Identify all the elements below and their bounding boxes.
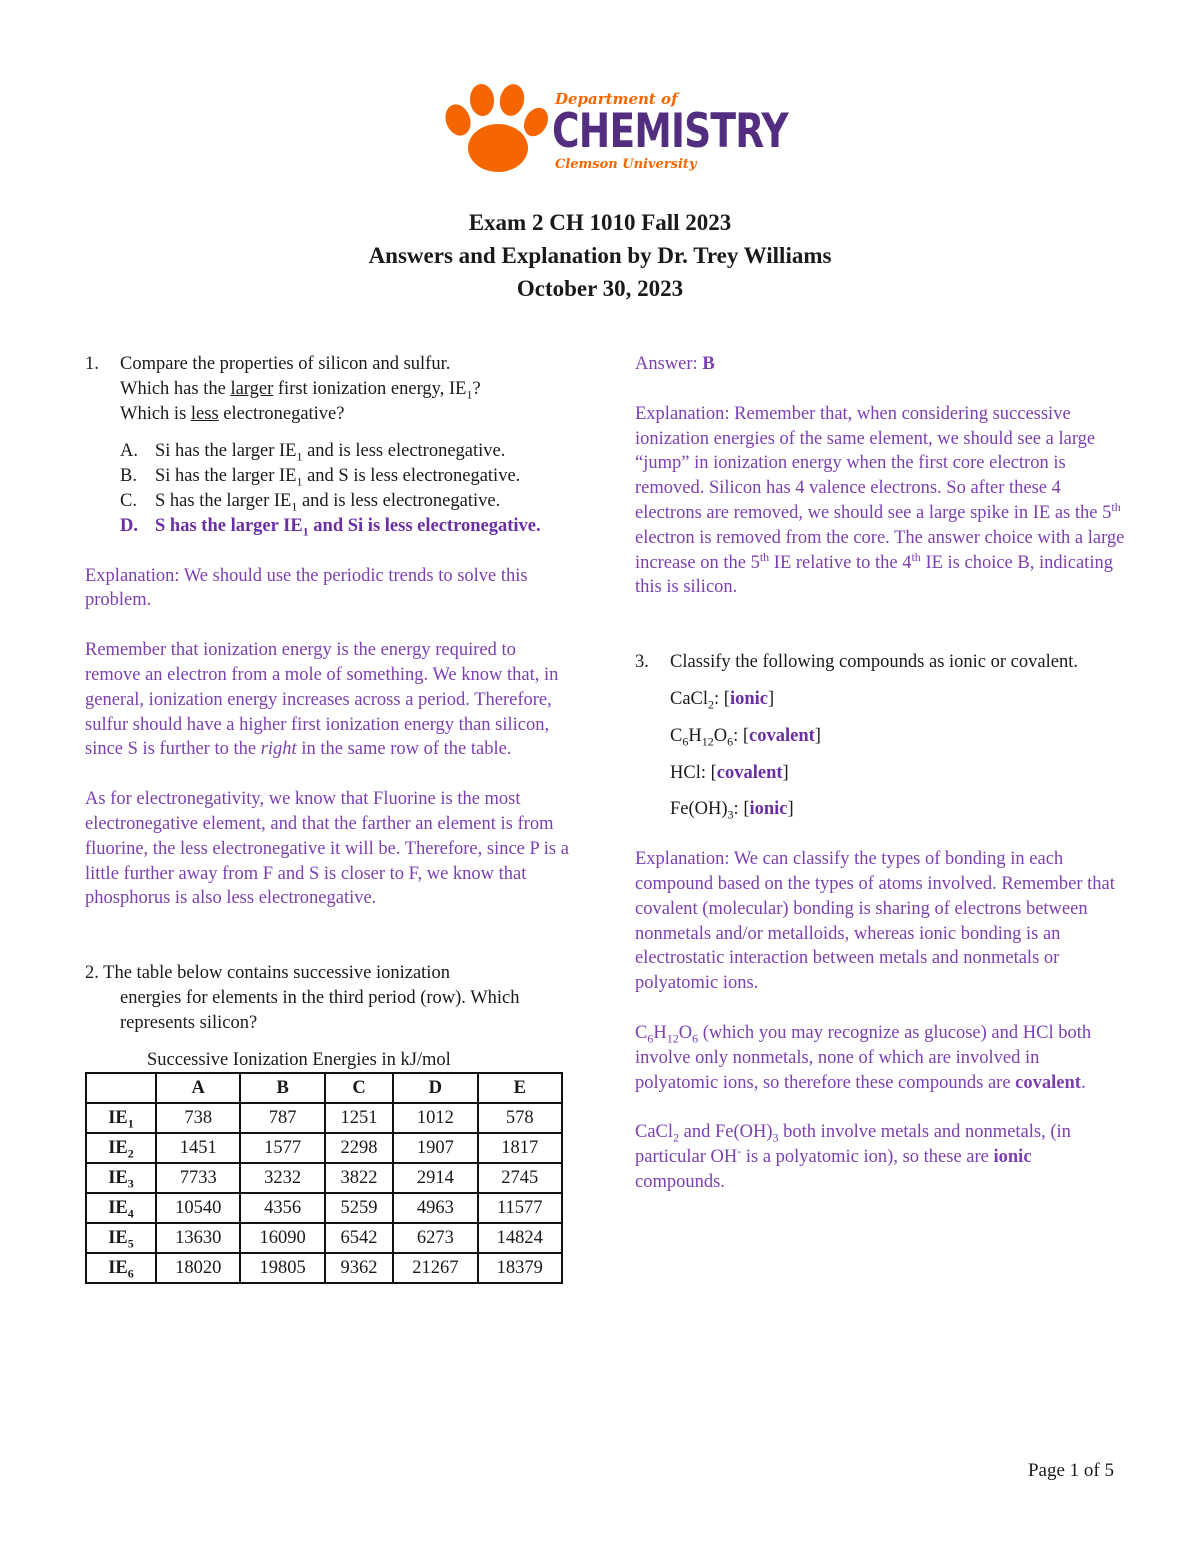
table-cell: 3822 (325, 1163, 393, 1193)
table-row (86, 1193, 562, 1223)
option-c: C. S has the larger $IE_1$ and is less electronegative. (120, 490, 501, 514)
option-b: B. Si has the larger $IE_1$ and S is less electronegative. (120, 466, 521, 489)
table-cell: 18379 (478, 1253, 562, 1283)
logo-department: Department of (555, 90, 678, 108)
option-a: A. Si has the larger $IE_1$ and is less electronegative. (120, 441, 506, 465)
table-cell: 3232 (240, 1163, 324, 1193)
table-column-header: A (156, 1073, 240, 1103)
table-cell: 6542 (325, 1223, 393, 1253)
question-text: Classify the following compounds as ionic or covalent. (670, 652, 1078, 673)
table-column-header: B (240, 1073, 324, 1103)
question-line: Which is less electronegative? (120, 403, 345, 424)
table-cell: 21267 (393, 1253, 477, 1283)
table-cell: 578 (478, 1103, 562, 1133)
chemistry-logo (440, 82, 788, 182)
option-d-correct: D. S has the larger $IE_1$ and Si is less electronegative. (120, 515, 541, 539)
left-column (85, 352, 575, 1284)
table-cell: 5259 (325, 1193, 393, 1223)
table-cell: 7733 (156, 1163, 240, 1193)
table-cell: 2298 (325, 1133, 393, 1163)
explanation-text: Explanation: We should use the periodic trends to solve this problem. (85, 565, 528, 611)
table-header-row (86, 1073, 562, 1103)
table-cell: 2914 (393, 1163, 477, 1193)
table-column-header: E (478, 1073, 562, 1103)
table-cell: 1012 (393, 1103, 477, 1133)
row-header: $IE_3$ (86, 1163, 156, 1193)
table-cell: 9362 (325, 1253, 393, 1283)
row-header: $IE_5$ (86, 1223, 156, 1253)
table-caption: Successive Ionization Energies in kJ/mol (147, 1049, 451, 1070)
question-2 (85, 961, 575, 1284)
q2-answer: Answer: B (635, 354, 715, 374)
page-number: Page 1 of 5 (1027, 1460, 1114, 1481)
right-column (635, 352, 1125, 1195)
table-cell: 6273 (393, 1223, 477, 1253)
question-number: 1. (85, 354, 99, 374)
table-cell: 1817 (478, 1133, 562, 1163)
table-cell: 14824 (478, 1223, 562, 1253)
question-line: energies for elements in the third period (row). Which represents silicon? (120, 987, 520, 1033)
row-header: $IE_2$ (86, 1133, 156, 1163)
table-row (86, 1133, 562, 1163)
table-cell: 13630 (156, 1223, 240, 1253)
table-cell: 1251 (325, 1103, 393, 1133)
table-row (86, 1163, 562, 1193)
table-cell: 1907 (393, 1133, 477, 1163)
logo-university: Clemson University (555, 157, 697, 172)
page-title: Exam 2 CH 1010 Fall 2023 (468, 210, 732, 235)
row-header: $IE_6$ (86, 1253, 156, 1283)
table-cell: 4963 (393, 1193, 477, 1223)
question-3 (635, 650, 1125, 1195)
explanation-text: Remember that ionization energy is the energy required to remove an electron from a mole of something. We know that, in general, ionization energy increases across a period. Therefore, sulfur should have a higher first ionization energy than silicon, since S is further to the right in the same row of the table. (85, 640, 559, 760)
table-cell: 11577 (478, 1193, 562, 1223)
table-row (86, 1103, 562, 1133)
question-line: 2. The table below contains successive ionization (85, 963, 450, 984)
explanation-text: Explanation: Remember that, when considering successive ionization energies of the same element, we should see a large “jump” in ionization energy when the first core electron is removed. Silicon has 4 valence electrons. So after these 4 electrons are removed, we should see a large spike in IE as the 5th electron is removed from the core. The answer choice with a large increase on the 5th IE relative to the 4th IE is choice B, indicating this is silicon. (635, 403, 1125, 598)
page-date: October 30, 2023 (516, 276, 684, 301)
row-header: $IE_1$ (86, 1103, 156, 1133)
table-column-header: C (325, 1073, 393, 1103)
logo-chemistry: CHEMISTRY (552, 104, 788, 159)
table-cell: 19805 (240, 1253, 324, 1283)
table-cell: 18020 (156, 1253, 240, 1283)
page-subtitle: Answers and Explanation by Dr. Trey Williams (368, 243, 832, 268)
compound-item: $Fe(OH)_3$: [ionic] (670, 799, 794, 823)
table-cell: 1451 (156, 1133, 240, 1163)
compound-item: HCl: [covalent] (670, 762, 789, 783)
explanation-text: $C_6H_{12}O_6$ (which you may recognize as glucose) and HCl both involve only nonmetals, none of which are involved in polyatomic ions, so therefore these compounds are covalent. (635, 1022, 1092, 1093)
table-cell: 1577 (240, 1133, 324, 1163)
table-cell: 787 (240, 1103, 324, 1133)
compound-item: CaCl$_2$: [ionic] (670, 688, 775, 712)
table-cell: 2745 (478, 1163, 562, 1193)
table-row (86, 1223, 562, 1253)
row-header: $IE_4$ (86, 1193, 156, 1223)
table-column-header: D (393, 1073, 477, 1103)
explanation-text: CaCl$_2$ and $Fe(OH)_3$ both involve metals and nonmetals, (in particular OH- is a polyatomic ion), so these are ionic compounds. (635, 1122, 1071, 1192)
table-cell: 16090 (240, 1223, 324, 1253)
table-cell: 4356 (240, 1193, 324, 1223)
compound-item: $C_6H_{12}O_6$: [covalent] (670, 725, 821, 749)
table-cell: 738 (156, 1103, 240, 1133)
explanation-text: Explanation: We can classify the types of bonding in each compound based on the types of atoms involved. Remember that covalent (molecular) bonding is sharing of electrons between nonmetals and/or metalloids, whereas ionic bonding is an electrostatic interaction between metals and nonmetals or polyatomic ions. (635, 849, 1115, 994)
compound-list (635, 687, 1125, 822)
question-number: 3. (635, 652, 649, 673)
paw-icon (440, 82, 550, 182)
question-line: Which has the larger first ionization energy, $IE_1$? (120, 378, 481, 402)
answer-options (85, 439, 575, 538)
ionization-energy-table (85, 1072, 563, 1284)
table-cell: 10540 (156, 1193, 240, 1223)
table-row (86, 1253, 562, 1283)
table-corner-cell (86, 1073, 156, 1103)
question-text (85, 352, 575, 426)
explanation-text: As for electronegativity, we know that Fluorine is the most electronegative element, and that the farther an element is from fluorine, the less electronegative it will be. Therefore, since P is a little further away from F and S is closer to F, we know that phosphorus is also less electronegative. (85, 789, 569, 909)
question-line: Compare the properties of silicon and sulfur. (120, 354, 451, 374)
question-1 (85, 352, 575, 911)
